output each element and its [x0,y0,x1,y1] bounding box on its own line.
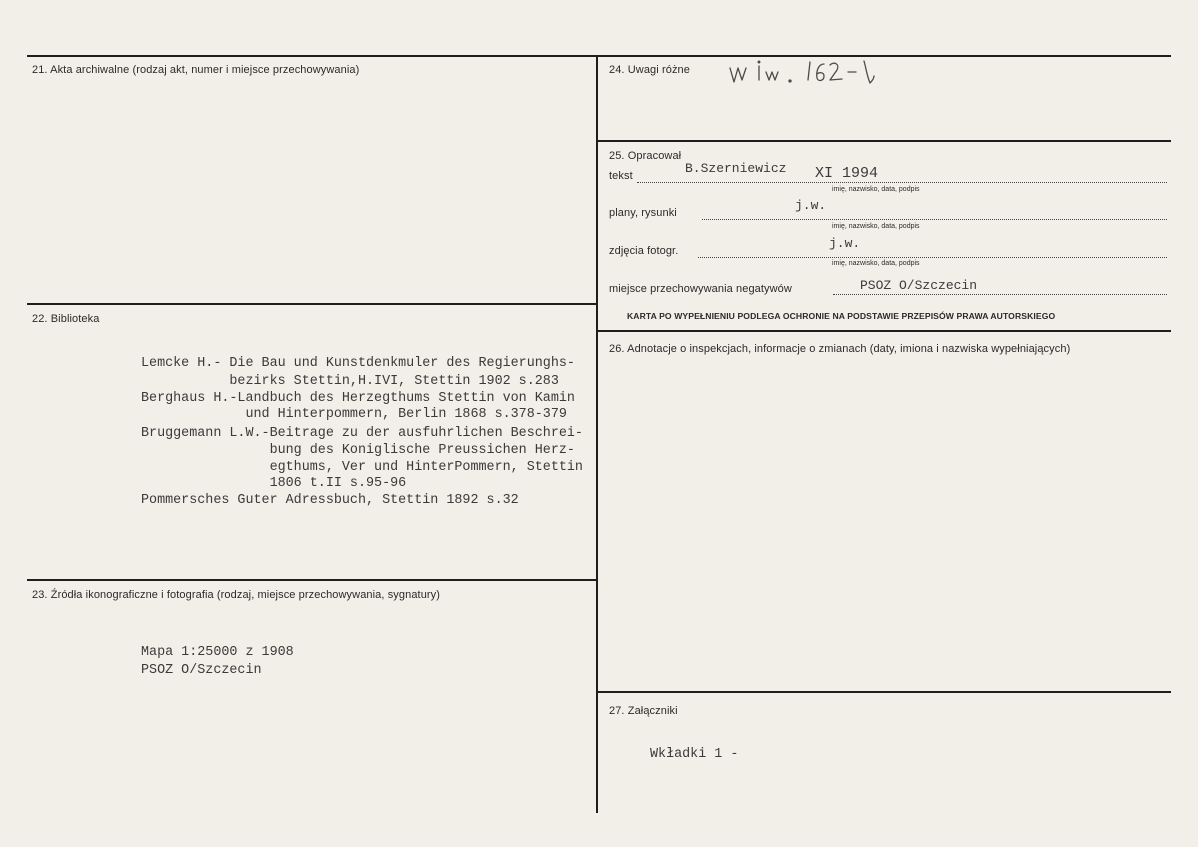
section-23-label: 23. Źródła ikonograficzne i fotografia (rodzaj, miejsce przechowywania, sygnatury) [32,589,441,601]
iconography-line: PSOZ O/Szczecin [141,663,262,678]
plany-dotted-line [702,219,1167,220]
center-divider [596,55,598,813]
zdjecia-caption: imię, nazwisko, data, podpis [832,260,920,267]
bibliography-line: Bruggemann L.W.-Beitrage zu der ausfuhrlichen Beschrei- [141,426,583,441]
rule-21-22 [27,303,597,305]
negatywy-value: PSOZ O/Szczecin [860,278,978,293]
section-22-label: 22. Biblioteka [32,313,100,325]
section-27-label: 27. Załączniki [609,705,678,717]
rule-26-27 [596,691,1171,693]
section-24-label: 24. Uwagi różne [609,64,690,76]
tekst-date: XI 1994 [815,165,879,182]
handwritten-inventory-note [724,56,884,90]
bibliography-line: egthums, Ver und HinterPommern, Stettin [141,460,583,475]
plany-value: j.w. [795,198,827,213]
tekst-author: B.Szerniewicz [685,161,787,176]
section-21-label: 21. Akta archiwalne (rodzaj akt, numer i miejsce przechowywania) [32,64,360,76]
plany-caption: imię, nazwisko, data, podpis [832,223,920,230]
bibliography-line: und Hinterpommern, Berlin 1868 s.378-379 [141,407,567,422]
bibliography-line: Pommersches Guter Adressbuch, Stettin 1892 s.32 [141,493,519,508]
attachments-value: Wkładki 1 - [650,747,739,762]
rule-25-26 [596,330,1171,332]
tekst-label: tekst [609,170,633,182]
section-26-label: 26. Adnotacje o inspekcjach, informacje o zmianach (daty, imiona i nazwiska wypełniających) [609,343,1071,355]
zdjecia-dotted-line [698,257,1167,258]
tekst-caption: imię, nazwisko, data, podpis [832,186,920,193]
bibliography-line: 1806 t.II s.95-96 [141,476,407,491]
bibliography-line: Lemcke H.- Die Bau und Kunstdenkmuler des Regierunghs- [141,356,575,371]
bibliography-line: bezirks Stettin,H.IVI, Stettin 1902 s.283 [141,374,559,389]
top-rule [27,55,1171,57]
bibliography-line: Berghaus H.-Landbuch des Herzegthums Stettin von Kamin [141,391,575,406]
copyright-note: KARTA PO WYPEŁNIENIU PODLEGA OCHRONIE NA PODSTAWIE PRZEPISÓW PRAWA AUTORSKIEGO [627,311,1056,321]
iconography-line: Mapa 1:25000 z 1908 [141,645,294,660]
plany-label: plany, rysunki [609,207,677,219]
rule-24-25 [596,140,1171,142]
tekst-dotted-line [637,182,1167,183]
zdjecia-value: j.w. [829,236,861,251]
negatywy-label: miejsce przechowywania negatywów [609,283,792,295]
bibliography-line: bung des Koniglische Preussichen Herz- [141,443,575,458]
zdjecia-label: zdjęcia fotogr. [609,245,679,257]
section-25-label: 25. Opracował [609,150,682,162]
rule-22-23 [27,579,597,581]
